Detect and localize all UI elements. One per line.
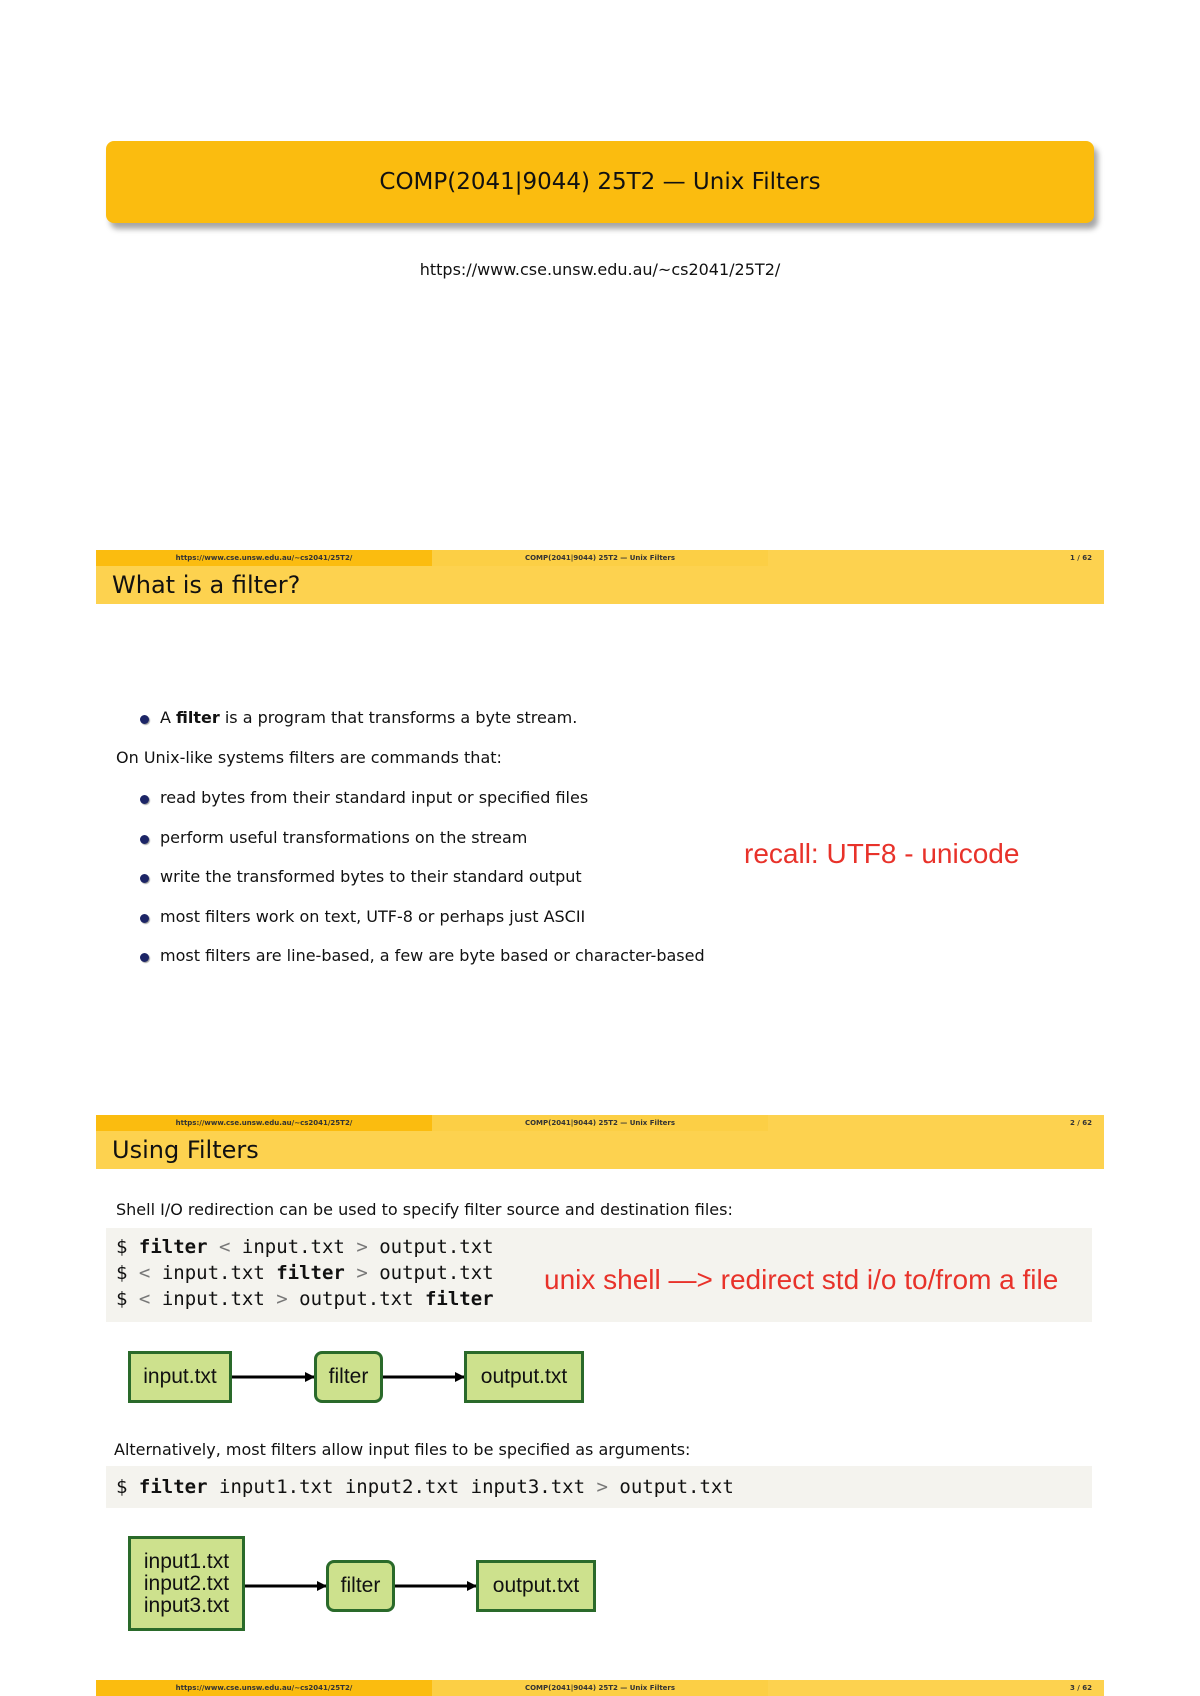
list-item: write the transformed bytes to their standard output [160,867,582,886]
diagram-node-input: input.txt [128,1351,232,1403]
slide-footer-3 [96,1680,1104,1696]
footer-page-number: 3 / 62 [768,1680,1104,1696]
course-url[interactable]: https://www.cse.unsw.edu.au/~cs2041/25T2/ [419,260,781,279]
slide-footer-1 [96,550,1104,566]
diagram-node-filter: filter [326,1560,395,1612]
code-line-args: $ filter input1.txt input2.txt input3.txt > output.txt [116,1476,734,1498]
footer-title: COMP(2041|9044) 25T2 — Unix Filters [432,1680,768,1696]
title-banner [106,141,1094,223]
list-item: most filters are line-based, a few are byte based or character-based [160,946,705,965]
filters-intro: On Unix-like systems filters are commands that: [116,748,502,767]
footer-title: COMP(2041|9044) 25T2 — Unix Filters [432,550,768,566]
handwritten-annotation: recall: UTF8 - unicode [744,838,1020,869]
frame-title-bar [96,1131,1104,1169]
frame-title: Using Filters [112,1136,259,1164]
arguments-intro: Alternatively, most filters allow input files to be specified as arguments: [114,1440,691,1459]
bullet-filter-definition: A filter is a program that transforms a byte stream. [160,708,578,727]
code-line-3: $ < input.txt > output.txt filter [116,1288,494,1310]
frame-title: What is a filter? [112,571,301,599]
diagram-node-output: output.txt [476,1560,596,1612]
code-line-1: $ filter < input.txt > output.txt [116,1236,494,1258]
diagram-node-filter: filter [314,1351,383,1403]
slide-footer-2 [96,1115,1104,1131]
handwritten-annotation: unix shell —> redirect std i/o to/from a file [544,1264,1059,1295]
bullet-icon [140,795,149,804]
footer-title: COMP(2041|9044) 25T2 — Unix Filters [432,1115,768,1131]
footer-page-number: 2 / 62 [768,1115,1104,1131]
bullet-icon [140,715,149,724]
list-item: perform useful transformations on the stream [160,828,528,847]
bullet-icon [140,835,149,844]
footer-url: https://www.cse.unsw.edu.au/~cs2041/25T2/ [96,1680,432,1696]
term-filter: filter [176,708,220,727]
bullet-icon [140,874,149,883]
diagram-node-inputs: input1.txt input2.txt input3.txt [128,1536,245,1631]
footer-url: https://www.cse.unsw.edu.au/~cs2041/25T2/ [96,1115,432,1131]
frame-title-bar [96,566,1104,604]
code-line-2: $ < input.txt filter > output.txt [116,1262,494,1284]
list-item: most filters work on text, UTF-8 or perhaps just ASCII [160,907,586,926]
redirection-intro: Shell I/O redirection can be used to specify filter source and destination files: [116,1200,733,1219]
footer-url: https://www.cse.unsw.edu.au/~cs2041/25T2/ [96,550,432,566]
footer-page-number: 1 / 62 [768,550,1104,566]
code-block-arguments [106,1466,1092,1508]
bullet-icon [140,914,149,923]
presentation-title: COMP(2041|9044) 25T2 — Unix Filters [379,169,821,195]
list-item: read bytes from their standard input or specified files [160,788,589,807]
bullet-icon [140,953,149,962]
diagram-node-output: output.txt [464,1351,584,1403]
